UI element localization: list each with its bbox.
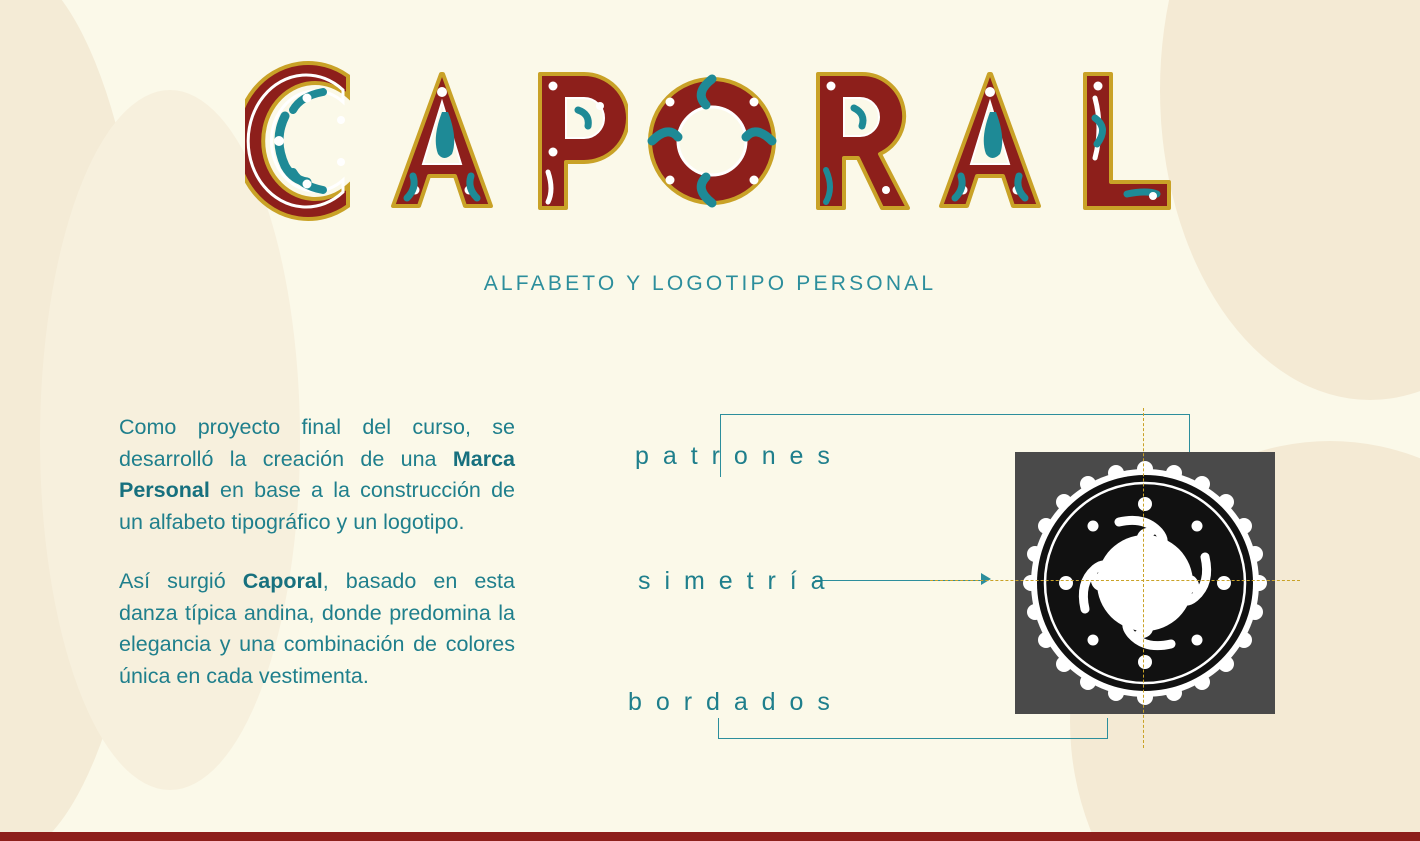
diagram [600, 400, 1360, 780]
arrow-head-icon [981, 573, 991, 585]
title-letter-a [381, 58, 503, 228]
connector-bordados [718, 718, 1108, 739]
label-bordados: b o r d a d o s [628, 688, 834, 716]
guide-horizontal [930, 580, 1300, 581]
paragraph-1-part-2: en base a la construcción de un alfabeto tipográfico y un logotipo. [119, 478, 515, 534]
bottom-accent-bar [0, 832, 1420, 841]
label-simetria: s i m e t r í a [638, 567, 829, 595]
label-patrones: p a t r o n e s [635, 442, 834, 470]
title-letter-l [1065, 58, 1175, 228]
title-word-caporal [243, 58, 1178, 228]
medallion-image [1015, 452, 1275, 714]
title-letter-a-2 [929, 58, 1051, 228]
paragraph-2-part-1: Así surgió [119, 569, 243, 593]
paragraph-2 [119, 566, 515, 692]
paragraph-1 [119, 412, 515, 538]
page-title [0, 58, 1420, 228]
title-letter-r [796, 58, 914, 228]
subtitle: ALFABETO Y LOGOTIPO PERSONAL [483, 272, 937, 295]
title-letter-o [642, 58, 782, 228]
title-letter-p [518, 58, 628, 228]
paragraph-2-part-2: , basado en esta danza típica andina, donde predomina la elegancia y una combinación de colores única en cada vestimenta. [119, 569, 515, 688]
guide-vertical [1143, 408, 1144, 748]
title-letter-c [245, 58, 367, 228]
paragraph-2-bold: Caporal [242, 569, 323, 593]
paragraph-1-part-1: Como proyecto final del curso, se desarrolló la creación de una [119, 415, 515, 471]
paragraph-1-bold: Marca Personal [119, 446, 515, 502]
description-text [119, 412, 515, 692]
